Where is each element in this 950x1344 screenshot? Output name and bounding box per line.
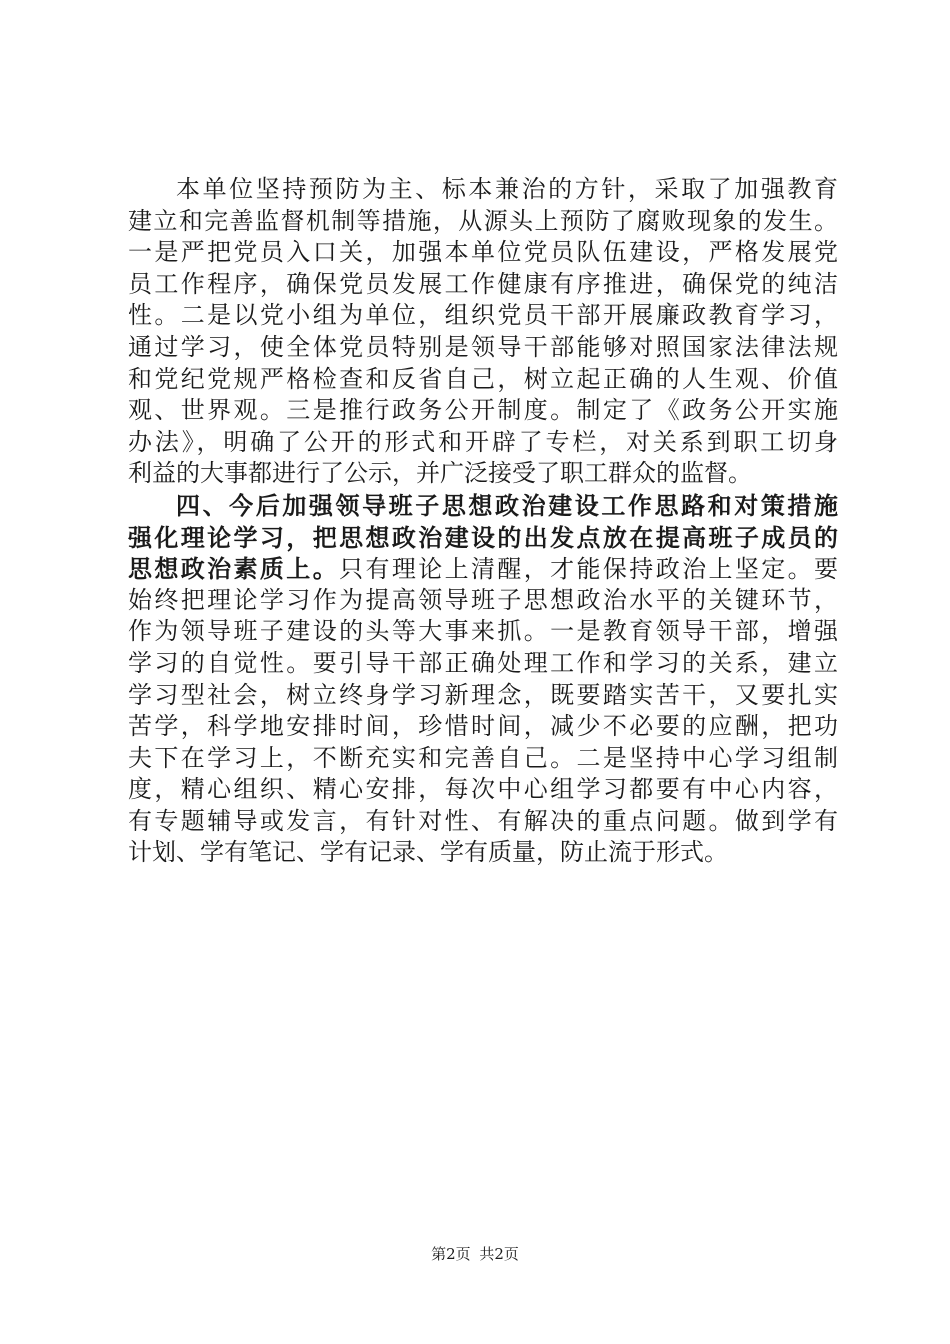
page-total: 共2页 bbox=[479, 1245, 519, 1263]
text-line: 建立和完善监督机制等措施，从源头上预防了腐败现象的发生。 bbox=[128, 206, 838, 235]
subheading-bold-text: 思想政治素质上。 bbox=[128, 554, 340, 584]
page-number: 第2页 bbox=[431, 1245, 471, 1263]
text-line: 学习型社会，树立终身学习新理念，既要踏实苦干，又要扎实 bbox=[128, 680, 838, 709]
document-body bbox=[128, 174, 838, 869]
text-line: 性。二是以党小组为单位，组织党员干部开展廉政教育学习， bbox=[128, 301, 838, 330]
text-line: 一是严把党员入口关，加强本单位党员队伍建设，严格发展党 bbox=[128, 238, 838, 267]
paragraph-prevention bbox=[128, 174, 838, 490]
text-line: 观、世界观。三是推行政务公开制度。制定了《政务公开实施 bbox=[128, 396, 838, 425]
text-line: 始终把理论学习作为提高领导班子思想政治水平的关键环节， bbox=[128, 585, 838, 614]
text-line: 计划、学有笔记、学有记录、学有质量，防止流于形式。 bbox=[128, 838, 728, 867]
text-line: 员工作程序，确保党员发展工作健康有序推进，确保党的纯洁 bbox=[128, 269, 838, 298]
text-line: 学习的自觉性。要引导干部正确处理工作和学习的关系，建立 bbox=[128, 648, 838, 677]
text-line: 度，精心组织、精心安排，每次中心组学习都要有中心内容， bbox=[128, 775, 838, 804]
text-line: 利益的大事都进行了公示，并广泛接受了职工群众的监督。 bbox=[128, 459, 752, 488]
text-line: 办法》，明确了公开的形式和开辟了专栏，对关系到职工切身 bbox=[128, 427, 838, 456]
text-line: 通过学习，使全体党员特别是领导干部能够对照国家法律法规 bbox=[128, 332, 838, 361]
page-footer bbox=[0, 1244, 950, 1264]
text-line: 本单位坚持预防为主、标本兼治的方针，采取了加强教育 bbox=[176, 175, 838, 203]
subheading-line: 强化理论学习，把思想政治建设的出发点放在提高班子成员的 bbox=[128, 522, 838, 552]
section-4 bbox=[128, 490, 838, 869]
text-line: 夫下在学习上，不断充实和完善自己。二是坚持中心学习组制 bbox=[128, 743, 838, 772]
subheading-rest-text: 只有理论上清醒，才能保持政治上坚定。要 bbox=[339, 555, 838, 584]
subheading-line-mixed bbox=[128, 553, 838, 585]
text-line: 有专题辅导或发言，有针对性、有解决的重点问题。做到学有 bbox=[128, 806, 838, 835]
text-line: 苦学，科学地安排时间，珍惜时间，减少不必要的应酬，把功 bbox=[128, 712, 838, 741]
section-heading: 四、今后加强领导班子思想政治建设工作思路和对策措施 bbox=[176, 490, 838, 520]
text-line: 和党纪党规严格检查和反省自己，树立起正确的人生观、价值 bbox=[128, 364, 838, 393]
text-line: 作为领导班子建设的头等大事来抓。一是教育领导干部，增强 bbox=[128, 617, 838, 646]
